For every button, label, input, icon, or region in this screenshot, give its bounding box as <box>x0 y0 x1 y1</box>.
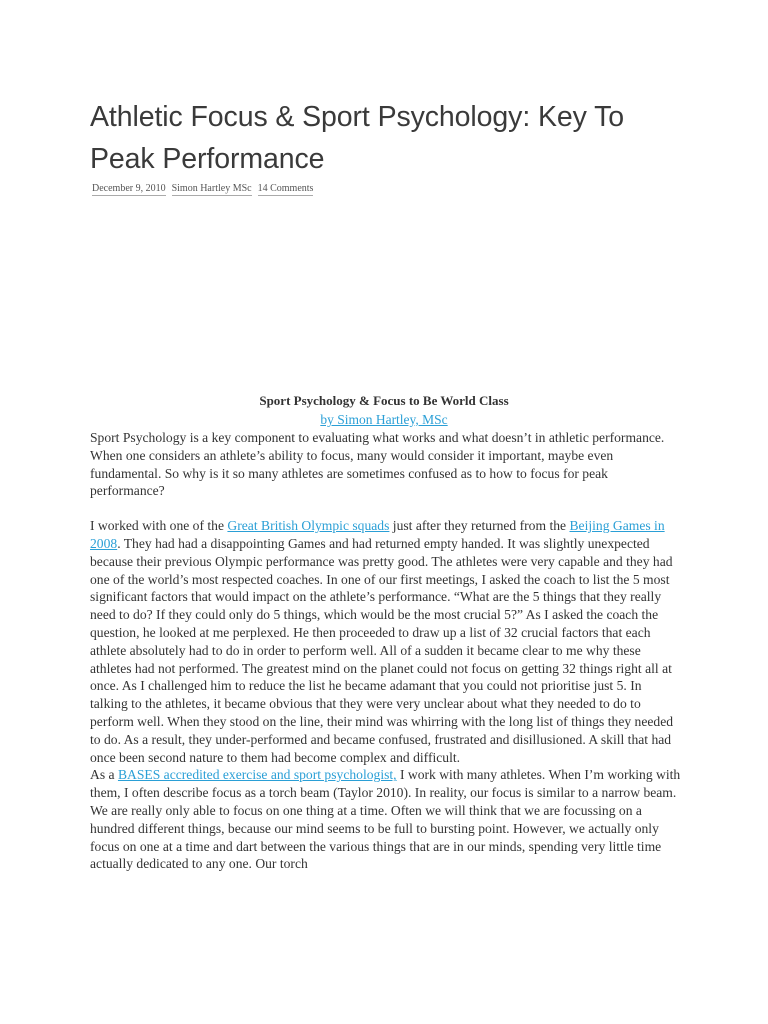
paragraph-2 <box>90 517 682 766</box>
post-date-link[interactable]: December 9, 2010 <box>92 183 166 194</box>
paragraph-3-text-a: As a <box>90 767 118 783</box>
bases-psychologist-link[interactable]: BASES accredited exercise and sport psychologist, <box>117 767 397 783</box>
beijing-games-link[interactable]: Beijing Games in 2008 <box>90 518 665 551</box>
paragraph-1: Sport Psychology is a key component to evaluating what works and what doesn’t in athletic performance. When one considers an athlete’s ability to focus, many would consider it important, maybe even fundamental. So why is it so many athletes are sometimes confused as to how to focus for peak performance? <box>90 430 665 499</box>
author-link[interactable]: Simon Hartley MSc <box>171 183 252 194</box>
article-meta <box>92 183 313 194</box>
great-british-olympic-squads-link[interactable]: Great British Olympic squads <box>227 518 390 534</box>
byline-author-link[interactable]: by Simon Hartley, MSc <box>320 412 448 427</box>
paragraph-2-text-c: . They had had a disappointing Games and had returned empty handed. It was slightly unexpected because their previous Olympic performance was pretty good. The athletes were very capable and they had one of the world’s most respected coaches. In one of our first meetings, I asked the coach to list the 5 most significant factors that would impact on the athlete’s performance. “What are the 5 things that they really need to do? If they could only do 5 things, which would be the most crucial 5?” As I asked the coach the question, he looked at me perplexed. He then proceeded to draw up a list of 32 crucial factors that each athlete absolutely had to do in order to perform well. All of a sudden it became clear to me why these athletes had not performed. The greatest mind on the planet could not focus on getting 32 things right all at once. As I challenged him to reduce the list he became adamant that you could not prioritise just 5. In talking to the athletes, it became obvious that they were very unclear about what they needed to do to perform well. When they stood on the line, their mind was whirring with the long list of things they needed to do. As a result, they under-performed and became confused, frustrated and disillusioned. A skill that had once been second nature to them had become complex and difficult. <box>90 535 674 765</box>
comments-link[interactable]: 14 Comments <box>257 183 314 194</box>
article-body <box>90 429 682 873</box>
paragraph-3-text-b: I work with many athletes. When I’m working with them, I often describe focus as a torch beam (Taylor 2010). In reality, our focus is similar to a narrow beam. We are really only able to focus on one thing at a time. Often we will think that we are focussing on a hundred different things, because our mind seems to be full to bursting point. However, we actually only focus on one at a time and dart between the various things that are in our minds, spending very little time actually dedicated to any one. Our torch <box>90 767 681 872</box>
byline <box>90 412 678 428</box>
article-title: Athletic Focus & Sport Psychology: Key To Peak Performance <box>90 101 624 175</box>
paragraph-2-text-a: I worked with one of the <box>90 518 228 534</box>
paragraph-3 <box>90 766 682 873</box>
paragraph-2-text-b: just after they returned from the <box>389 518 570 534</box>
section-subheading: Sport Psychology & Focus to Be World Class <box>259 393 509 408</box>
